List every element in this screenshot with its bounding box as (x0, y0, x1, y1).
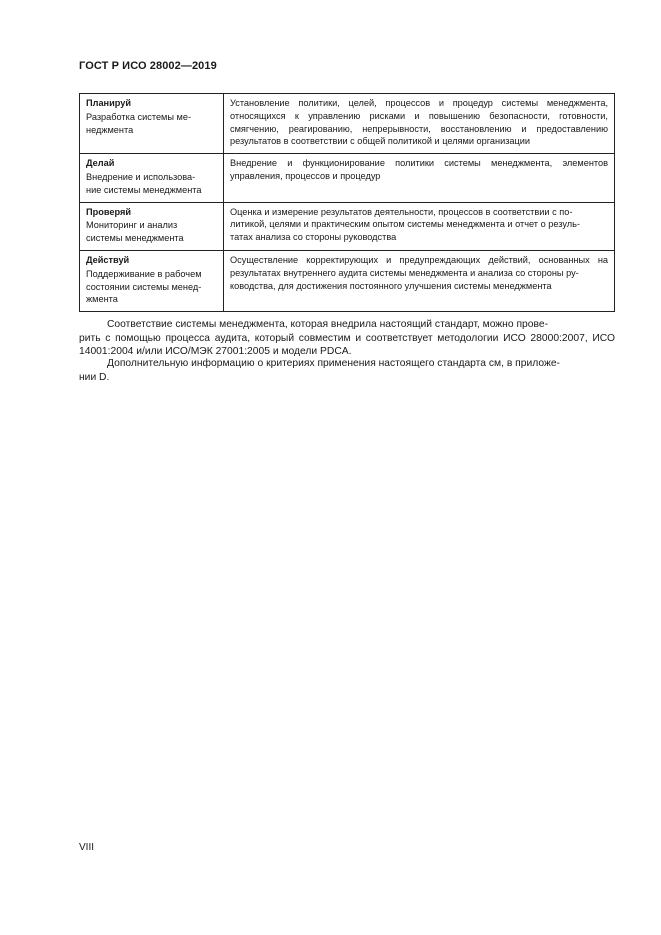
phase-name: Действуй (86, 254, 130, 265)
phase-name: Планируй (86, 98, 131, 108)
page-number: VIII (79, 842, 95, 853)
phase-description: Осуществление корректирующих и предупреждающих действий, основанных на результатах внутреннего аудита системы менеджмента и анализа со стороны ру- ководства, для достижения постоянного улучшения системы менеджмента (224, 250, 615, 311)
phase-subtitle: Разработка системы ме- неджмента (86, 111, 192, 135)
phase-description: Установление политики, целей, процессов и процедур системы менеджмента, относящихся к управлению рисками и повышению безопасности, готовности, смягчению, реагированию, непрерывности, восстановлению и предоставлению результатов в соответствии с общей политикой и целями организации (224, 94, 615, 154)
phase-cell (80, 154, 224, 202)
table-row (80, 202, 615, 250)
phase-cell (80, 94, 224, 154)
pdca-table (79, 93, 615, 312)
phase-subtitle: Поддерживание в рабочем состоянии системы менед- жмента (86, 268, 202, 305)
phase-description: Оценка и измерение результатов деятельности, процессов в соответствии с по- литикой, целями и практическим опытом системы менеджмента и отчет о резуль- татах анализа со стороны руководства (224, 202, 615, 250)
phase-subtitle: Внедрение и использова- ние системы менеджмента (86, 171, 202, 195)
table-row (80, 250, 615, 311)
body-paragraph: Дополнительную информацию о критериях применения настоящего стандарта см, в приложе- нии D. (79, 358, 560, 383)
phase-cell (80, 250, 224, 311)
table-row (80, 94, 615, 154)
document-header: ГОСТ Р ИСО 28002—2019 (79, 60, 217, 72)
phase-subtitle: Мониторинг и анализ системы менеджмента (86, 220, 184, 244)
table-row (80, 154, 615, 202)
phase-name: Проверяй (86, 206, 131, 217)
phase-cell (80, 202, 224, 250)
phase-name: Делай (86, 158, 115, 169)
body-paragraph: Соответствие системы менеджмента, которая внедрила настоящий стандарт, можно прове- рить с помощью процесса аудита, который совместим и соответствует методологии ИСО 28000:2007, ИСО 14001:2004 и/или ИСО/МЭК 27001:2005 и модели PDCA. (79, 319, 615, 358)
phase-description: Внедрение и функционирование политики системы менеджмента, элементов управления, процессов и процедур (224, 154, 615, 202)
